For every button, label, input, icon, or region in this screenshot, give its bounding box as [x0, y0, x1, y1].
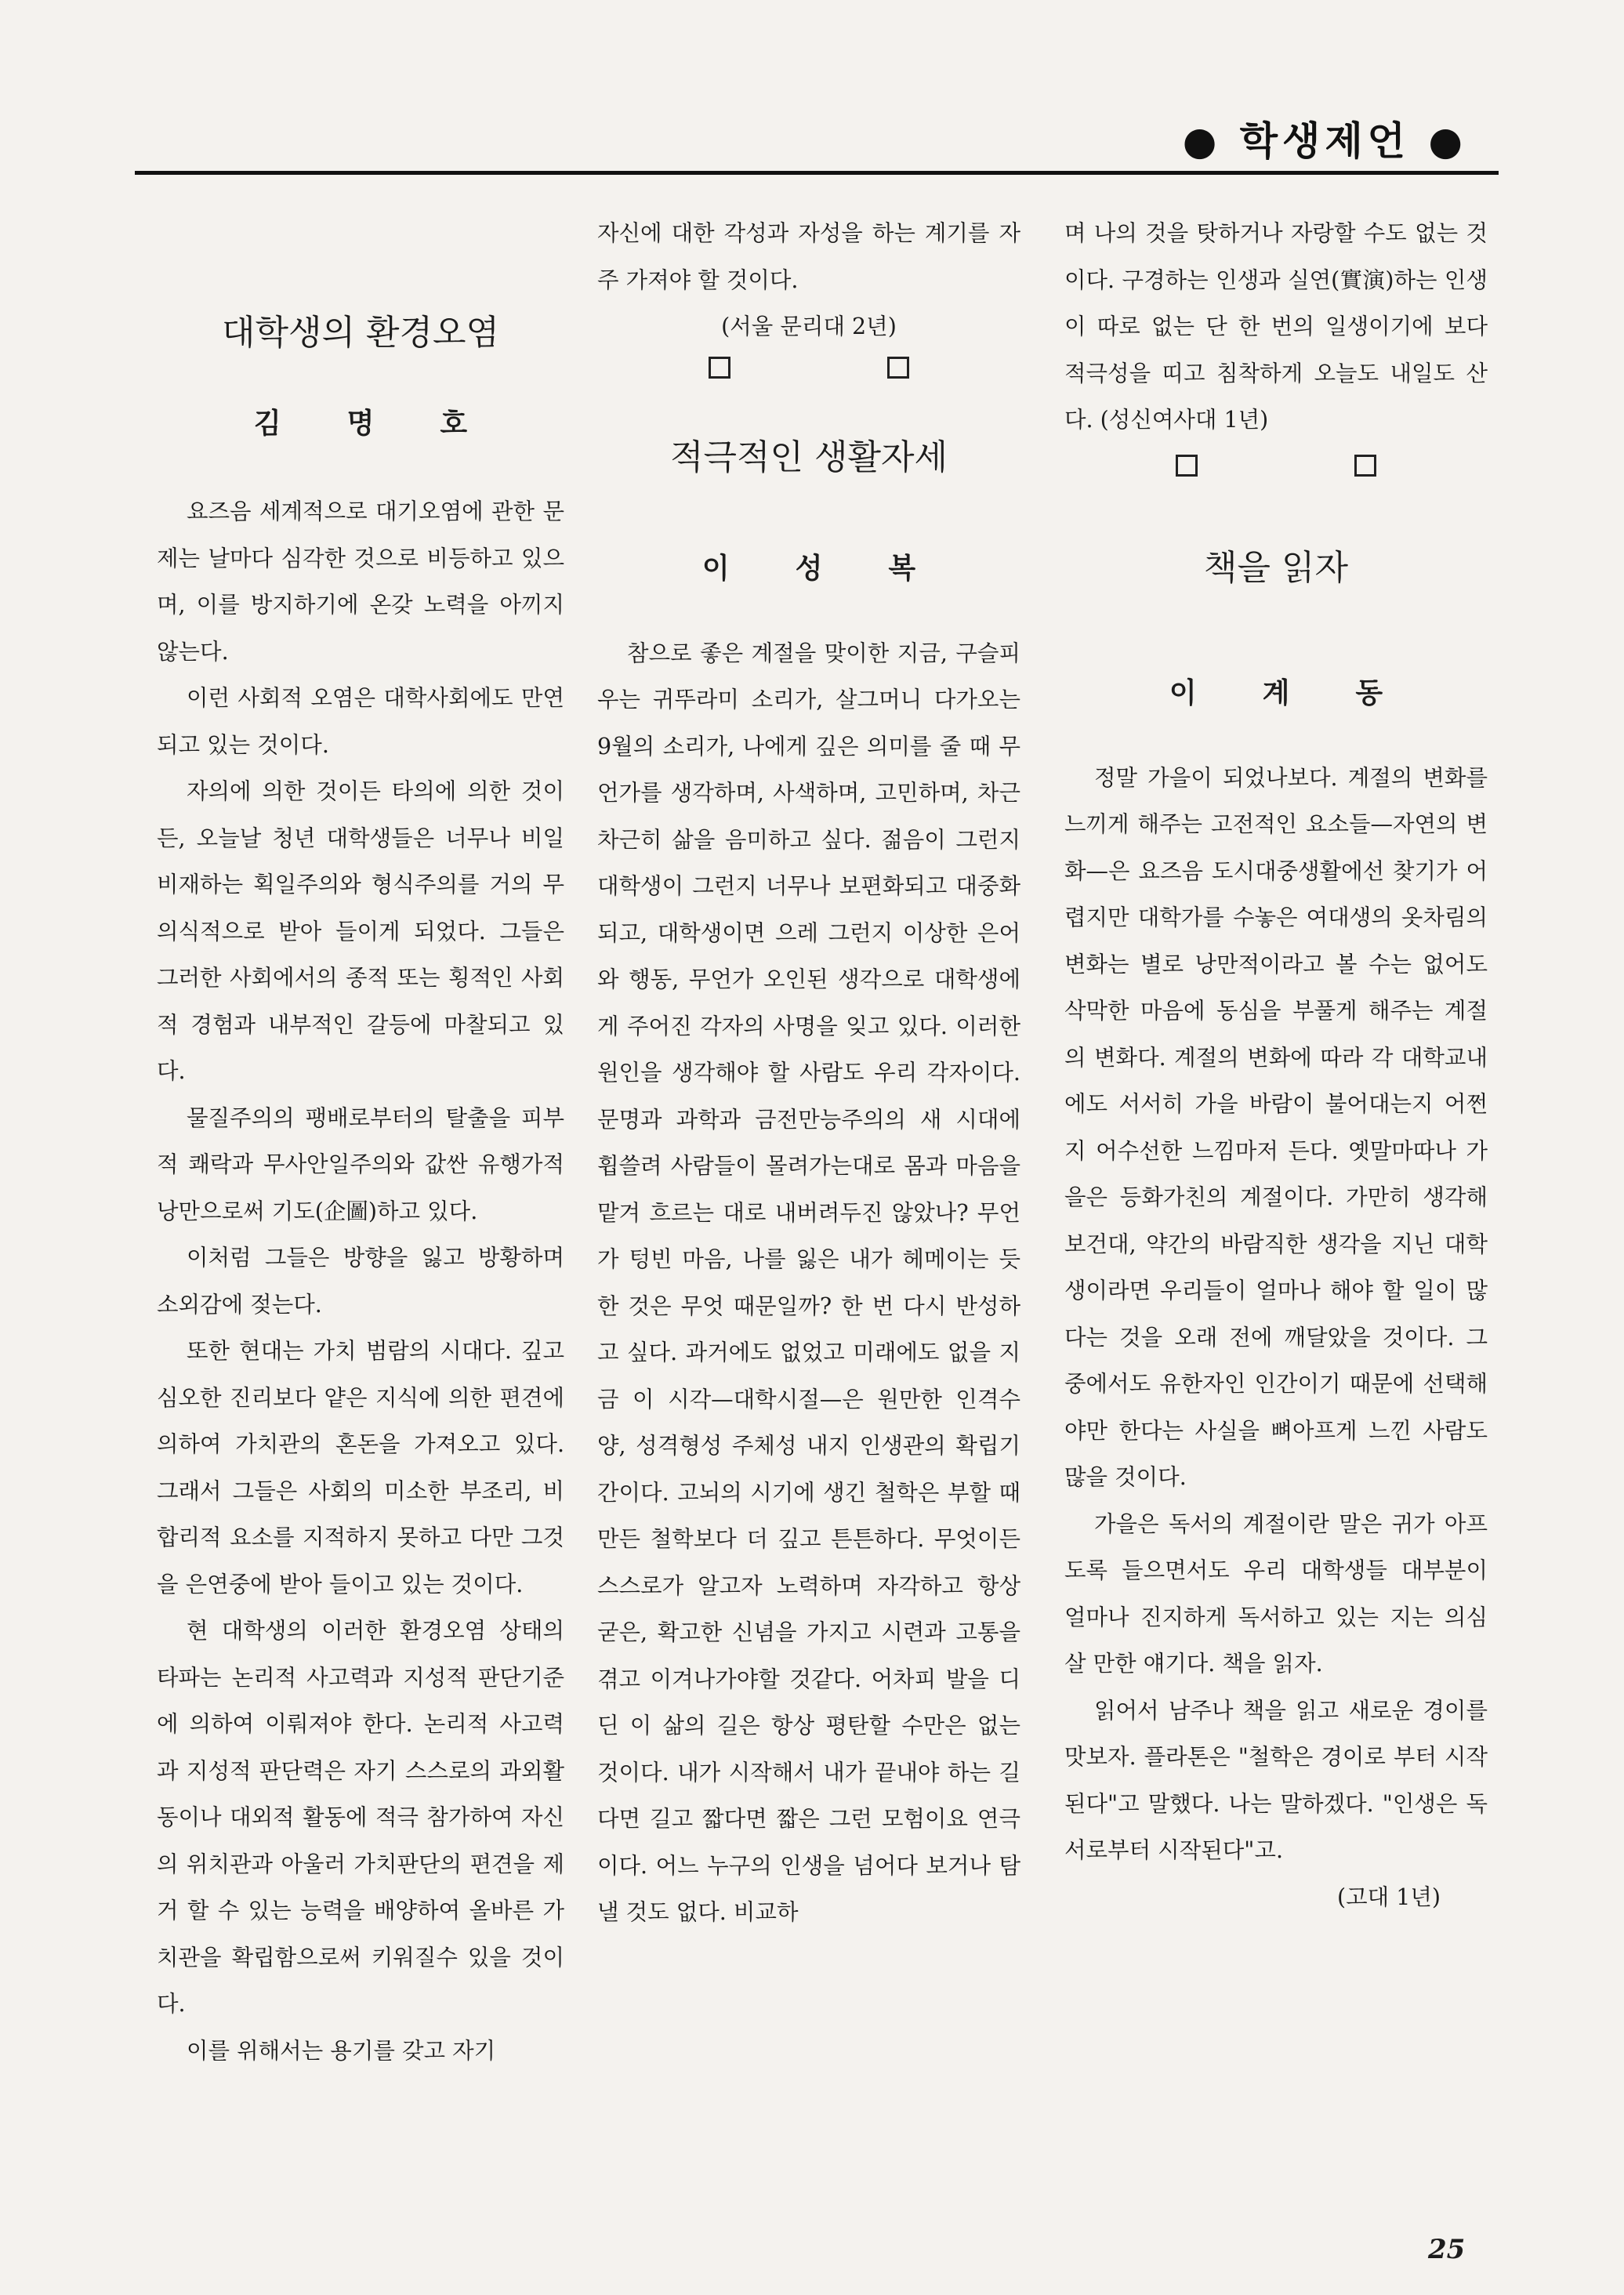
paragraph: 이를 위해서는 용기를 갖고 자기 — [187, 2037, 496, 2064]
paragraph: 가을은 독서의 계절이란 말은 귀가 아프도록 들으면서도 우리 대학생들 대부분이 얼마나 진지하게 독서하고 있는 지는 의심살 만한 얘기다. 책을 읽자. — [1064, 1510, 1488, 1677]
paragraph: 요즈음 세계적으로 대기오염에 관한 문제는 날마다 심각한 것으로 비등하고 있으며, 이를 방지하기에 온갖 노력을 아끼지 않는다. — [157, 499, 564, 665]
article-title: 대학생의 환경오염 — [221, 313, 500, 353]
article-author: 이성복 — [701, 552, 982, 585]
separator-boxes — [1064, 455, 1488, 477]
paragraph: 이처럼 그들은 방향을 잃고 방황하며 소외감에 젖는다. — [157, 1245, 564, 1318]
paragraph: 정말 가을이 되었나보다. 계절의 변화를 느끼게 해주는 고전적인 요소들—자연의 변화—은 요즈음 도시대중생활에선 찾기가 어렵지만 대학가를 수놓은 여대생의 옷차림의 변화는 별로 낭만적이라고 볼 수는 없어도 삭막한 마음에 동심을 부풀게 해주는 계절의 변화다. 계절의 변화에 따라 각 대학교내에도 서서히 가을 바람이 불어대는지 어쩐지 어수선한 느낌마저 든다. 옛말마따나 가을은 등화가친의 계절이다. 가만히 생각해 보건대, 약간의 바람직한 생각을 지닌 대학생이라면 우리들이 얼마나 해야 할 일이 많다는 것을 오래 전에 깨달았을 것이다. 그 중에서도 유한자인 인간이기 때문에 선택해야만 한다는 사실을 뼈아프게 느낀 사람도 많을 것이다. — [1064, 764, 1488, 1490]
square-icon — [887, 357, 909, 379]
paragraph: 또한 현대는 가치 범람의 시대다. 깊고 심오한 진리보다 얕은 지식에 의한 편견에 의하여 가치관의 혼돈을 가져오고 있다. 그래서 그들은 사회의 미소한 부조리, 비합리적 요소를 지적하지 못하고 다만 그것을 은연중에 받아 들이고 있는 것이다. — [157, 1338, 564, 1597]
header-rule — [135, 171, 1499, 175]
column-3 — [1064, 210, 1488, 1920]
paragraph: 참으로 좋은 계절을 맞이한 지금, 구슬피 우는 귀뚜라미 소리가, 살그머니 다가오는 9월의 소리가, 나에게 깊은 의미를 줄 때 무언가를 생각하며, 사색하며, 고민하며, 차근차근히 삶을 음미하고 싶다. 젊음이 그런지 대학생이 그런지 너무나 보편화되고 대중화되고, 대학생이면 으레 그런지 이상한 은어와 행동, 무언가 오인된 생각으로 대학생에게 주어진 각자의 사명을 잊고 있다. 이러한 원인을 생각해야 할 사람도 우리 각자이다. 문명과 과학과 금전만능주의의 새 시대에 휩쓸려 사람들이 몰려가는대로 몸과 마음을 맡겨 흐르는 대로 내버려두진 않았나? 무언가 텅빈 마음, 나를 잃은 내가 헤메이는 듯한 것은 무엇 때문일까? 한 번 다시 반성하고 싶다. 과거에도 없었고 미래에도 없을 지금 이 시각—대학시절—은 원만한 인격수양, 성격형성 주체성 내지 인생관의 확립기간이다. 고뇌의 시기에 생긴 철학은 부할 때 만든 철학보다 더 깊고 튼튼하다. 무엇이든 스스로가 알고자 노력하며 자각하고 항상 굳은, 확고한 신념을 가지고 시련과 고통을 겪고 이겨나가야할 것같다. 어차피 발을 디딘 이 삶의 길은 항상 평탄할 수만은 없는 것이다. 내가 시작해서 내가 끝내야 하는 길다면 길고 짧다면 짧은 그런 모험이요 연극이다. 어느 누구의 인생을 넘어다 보거나 탐낼 것도 없다. 비교하 — [597, 640, 1020, 1925]
section-label: ● 학생제언 ● — [1182, 118, 1467, 164]
column-1 — [157, 210, 564, 2074]
article-title: 책을 읽자 — [1203, 547, 1348, 588]
square-icon — [709, 357, 730, 379]
paragraph: 물질주의의 팽배로부터의 탈출을 피부적 쾌락과 무사안일주의와 값싼 유행가적 낭만으로써 기도(企圖)하고 있다. — [157, 1104, 564, 1224]
author-affiliation: (고대 1년) — [1336, 1883, 1441, 1910]
paragraph: 현 대학생의 이러한 환경오염 상태의 타파는 논리적 사고력과 지성적 판단기준에 의하여 이뤄져야 한다. 논리적 사고력과 지성적 판단력은 자기 스스로의 과외활동이나 대외적 활동에 적극 참가하여 자신의 위치관과 아울러 가치판단의 편견을 제거 할 수 있는 능력을 배양하여 올바른 가치관을 확립함으로써 키워질수 있을 것이다. — [157, 1618, 564, 2017]
continuation-text: 자신에 대한 각성과 자성을 하는 계기를 자주 가져야 할 것이다. — [597, 220, 1020, 293]
column-2 — [597, 210, 1020, 1936]
square-icon — [1354, 455, 1376, 477]
article-title: 적극적인 생활자세 — [669, 437, 948, 477]
article-author: 김명호 — [253, 408, 534, 440]
paragraph: 자의에 의한 것이든 타의에 의한 것이든, 오늘날 청년 대학생들은 너무나 비일비재하는 획일주의와 형식주의를 거의 무의식적으로 받아 들이게 되었다. 그들은 그러한 사회에서의 종적 또는 횡적인 사회적 경험과 내부적인 갈등에 마찰되고 있다. — [157, 778, 564, 1084]
page-number: 25 — [1428, 2234, 1466, 2265]
paragraph: 읽어서 남주나 책을 읽고 새로운 경이를 맛보자. 플라톤은 "철학은 경이로 부터 시작된다"고 말했다. 나는 말하겠다. "인생은 독서로부터 시작된다"고. — [1064, 1697, 1488, 1863]
article-author: 이계동 — [1169, 676, 1449, 709]
author-affiliation: (서울 문리대 2년) — [721, 314, 897, 339]
separator-boxes — [597, 357, 1020, 379]
square-icon — [1176, 455, 1198, 477]
paragraph: 이런 사회적 오염은 대학사회에도 만연되고 있는 것이다. — [157, 685, 564, 758]
continuation-text: 며 나의 것을 탓하거나 자랑할 수도 없는 것이다. 구경하는 인생과 실연(實演)하는 인생이 따로 없는 단 한 번의 일생이기에 보다 적극성을 띠고 침착하게 오늘도 내일도 산다. (성신여사대 1년) — [1064, 220, 1488, 433]
